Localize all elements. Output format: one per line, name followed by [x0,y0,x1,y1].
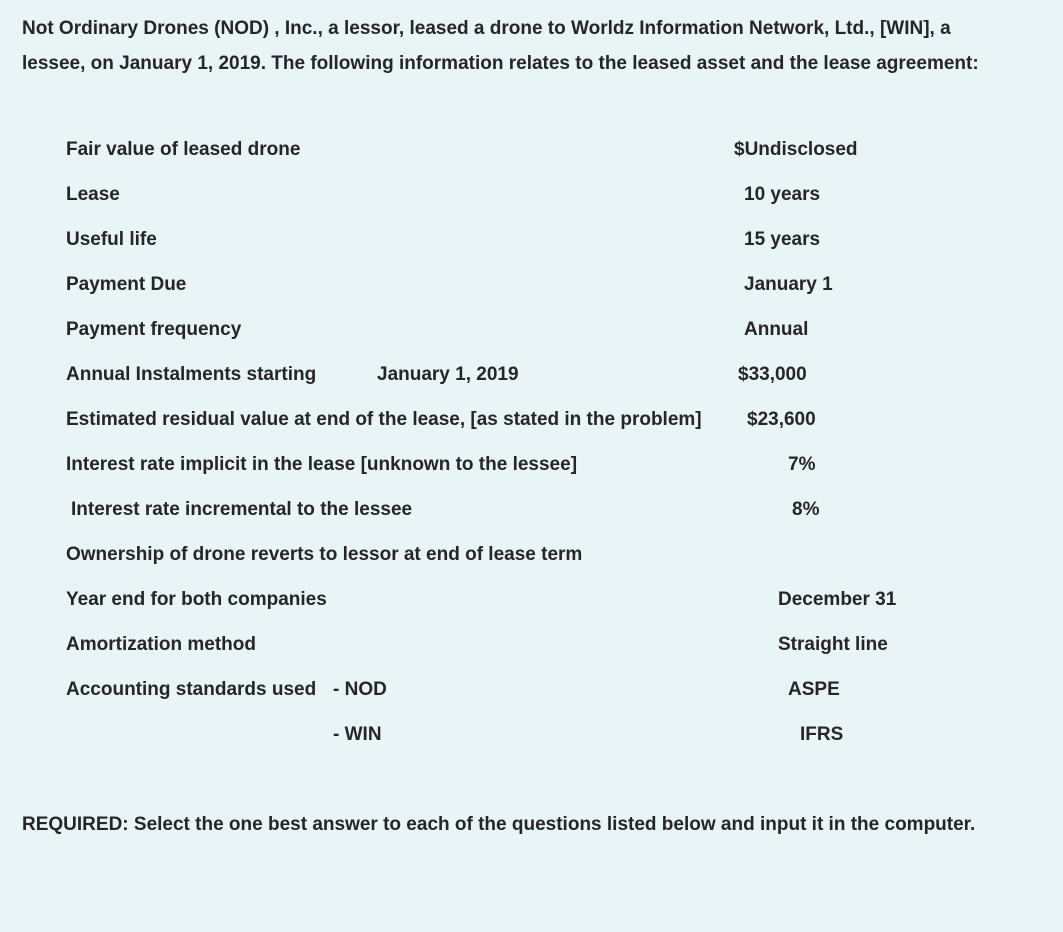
fair-value-value: $Undisclosed [734,139,858,160]
ownership-label: Ownership of drone reverts to lessor at end of lease term [66,544,583,565]
required-instruction: REQUIRED: Select the one best answer to each of the questions listed below and input it in the computer. [22,814,976,835]
lease-value: 10 years [744,184,821,205]
standards-win-value: IFRS [800,724,844,745]
standards-nod-value: ASPE [788,679,840,700]
implicit-rate-label: Interest rate implicit in the lease [unknown to the lessee] [66,454,578,475]
year-end-label: Year end for both companies [66,589,327,610]
year-end-value: December 31 [778,589,897,610]
useful-life-label: Useful life [66,229,157,250]
payment-frequency-label: Payment frequency [66,319,242,340]
lease-label: Lease [66,184,120,205]
residual-value-value: $23,600 [747,409,816,430]
annual-instalments-label: Annual Instalments starting [66,364,317,385]
amortization-label: Amortization method [66,634,256,655]
amortization-value: Straight line [778,634,888,655]
incremental-rate-value: 8% [792,499,820,520]
implicit-rate-value: 7% [788,454,816,475]
payment-due-label: Payment Due [66,274,187,295]
fair-value-label: Fair value of leased drone [66,139,301,160]
intro-line-1: Not Ordinary Drones (NOD) , Inc., a lessor, leased a drone to Worldz Information Network, Ltd., [WIN], a [22,18,951,39]
standards-label: Accounting standards used [66,679,317,700]
standards-nod-company: - NOD [333,679,387,700]
annual-instalments-value: $33,000 [738,364,807,385]
residual-value-label: Estimated residual value at end of the lease, [as stated in the problem] [66,409,702,430]
incremental-rate-label: Interest rate incremental to the lessee [71,499,413,520]
payment-frequency-value: Annual [744,319,809,340]
intro-paragraph [22,11,1052,81]
annual-instalments-date: January 1, 2019 [377,364,519,385]
useful-life-value: 15 years [744,229,821,250]
standards-win-company: - WIN [333,724,382,745]
payment-due-value: January 1 [744,274,833,295]
intro-line-2: lessee, on January 1, 2019. The following information relates to the leased asset and the lease agreement: [22,53,979,74]
